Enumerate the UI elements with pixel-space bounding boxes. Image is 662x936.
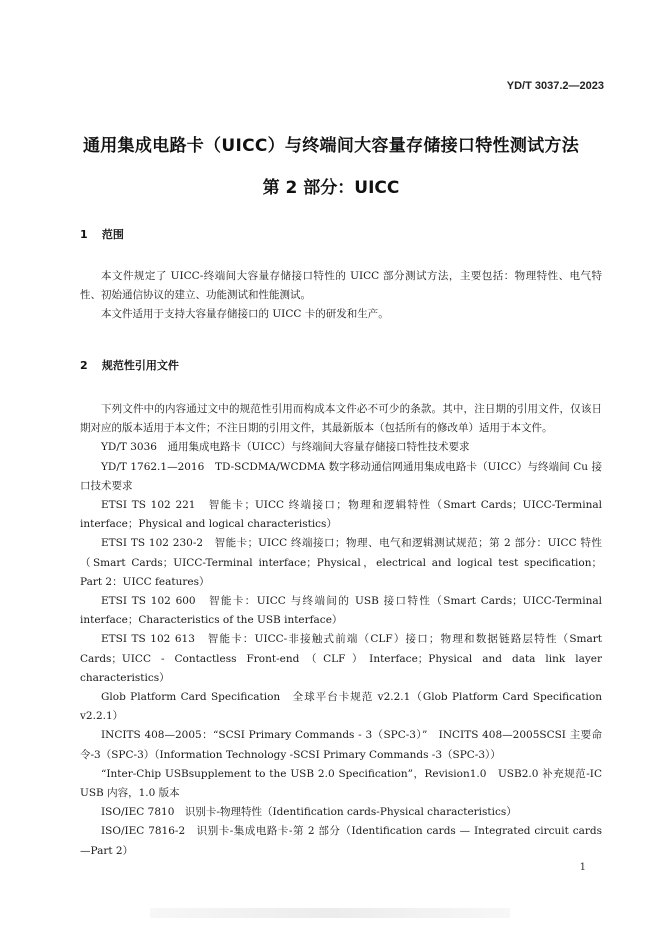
reference-item: ISO/IEC 7816-2 识别卡-集成电路卡-第 2 部分（Identification cards — Integrated circuit cards —Part 2）: [80, 825, 602, 857]
paragraph: 本文件适用于支持大容量存储接口的 UICC 卡的研发和生产。: [101, 308, 389, 320]
reference-item: “Inter-Chip USBsupplement to the USB 2.0 Specification”，Revision1.0 USB2.0 补充规范-IC USB 内容，1.0 版本: [80, 767, 602, 800]
section-number: 2: [80, 359, 88, 372]
reference-item: ETSI TS 102 613 智能卡：UICC-非接触式前端（CLF）接口；物理和数据链路层特性（Smart Cards；UICC - Contactless Front-end（CLF）Interface；Physical and data link layer characteristics）: [80, 633, 602, 684]
reference-item: INCITS 408—2005：“SCSI Primary Commands - 3（SPC-3）” INCITS 408—2005SCSI 主要命令-3（SPC-3）（Information Technology -SCSI Primary Commands -3（SPC-3））: [80, 729, 602, 761]
document-title: 通用集成电路卡（UICC）与终端间大容量存储接口特性测试方法: [82, 136, 580, 156]
reference-item: YD/T 1762.1—2016 TD-SCDMA/WCDMA 数字移动通信网通用集成电路卡（UICC）与终端间 Cu 接口技术要求: [80, 460, 602, 492]
section-number: 1: [80, 228, 88, 241]
reference-item: Glob Platform Card Specification 全球平台卡规范 v2.2.1（Glob Platform Card Specification v2.2.1）: [80, 691, 602, 723]
section-title: 规范性引用文件: [101, 359, 179, 372]
page-number: 1: [579, 862, 586, 873]
section-body-scope: [80, 267, 602, 324]
reference-item: ISO/IEC 7810 识别卡-物理特性（Identification cards-Physical characteristics）: [101, 806, 517, 819]
section-heading-normative-references: [80, 357, 179, 373]
paragraph: 下列文件中的内容通过文中的规范性引用而构成本文件必不可少的条款。其中，注日期的引用文件，仅该日期对应的版本适用于本文件；不注日期的引用文件，其最新版本（包括所有的修改单）适用于本文件。: [80, 403, 602, 435]
footer-strip: [150, 908, 510, 918]
reference-item: ETSI TS 102 230-2 智能卡；UICC 终端接口；物理、电气和逻辑测试规范；第 2 部分：UICC 特性（Smart Cards；UICC-Terminal interface；Physical，electrical and logical test specification；Part 2：UICC features）: [80, 537, 602, 588]
reference-item: ETSI TS 102 600 智能卡：UICC 与终端间的 USB 接口特性（Smart Cards；UICC-Terminal interface；Characteristics of the USB interface）: [80, 595, 602, 627]
paragraph: 本文件规定了 UICC-终端间大容量存储接口特性的 UICC 部分测试方法，主要包括：物理特性、电气特性、初始通信协议的建立、功能测试和性能测试。: [80, 270, 602, 301]
standard-number: YD/T 3037.2—2023: [506, 80, 604, 92]
document-subtitle: 第 2 部分：UICC: [262, 178, 400, 198]
reference-list: [80, 400, 602, 861]
reference-item: ETSI TS 102 221 智能卡；UICC 终端接口；物理和逻辑特性（Smart Cards；UICC-Terminal interface；Physical and logical characteristics）: [80, 499, 602, 531]
reference-item: YD/T 3036 通用集成电路卡（UICC）与终端间大容量存储接口特性技术要求: [101, 441, 470, 454]
section-title: 范围: [101, 228, 124, 241]
section-heading-scope: [80, 226, 124, 242]
